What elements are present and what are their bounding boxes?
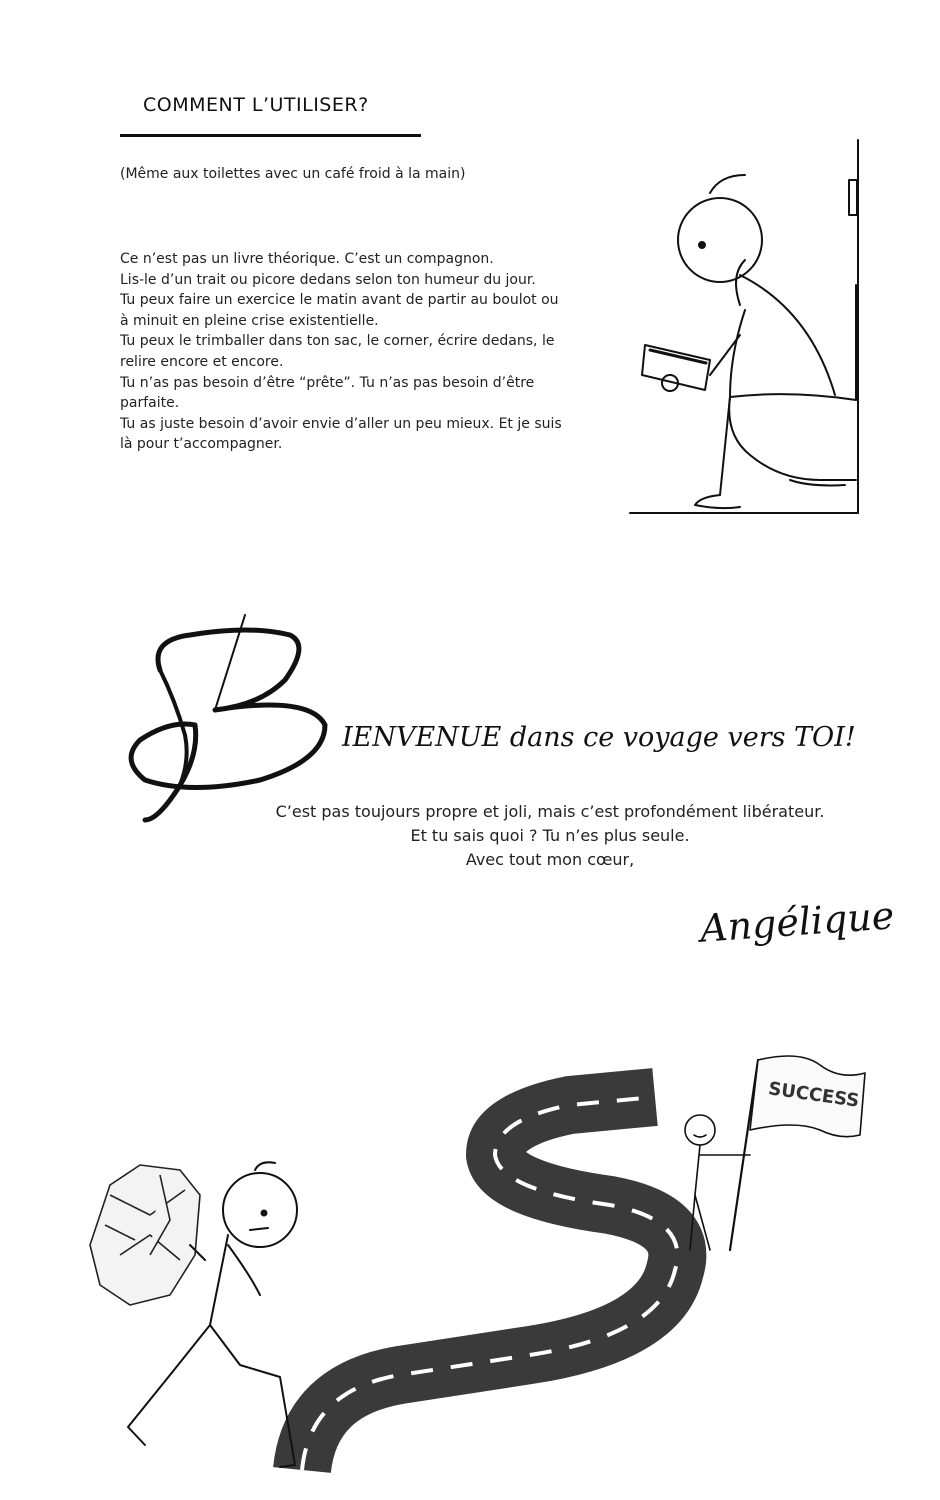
intro-line: Tu n’as pas besoin d’être “prête”. Tu n’as pas besoin d’être parfaite. [120,374,535,412]
welcome-line: Avec tout mon cœur, [465,850,635,869]
toilet-reading-illustration [620,135,870,520]
intro-text [120,249,570,455]
section-subtitle: (Même aux toilettes avec un café froid à la main) [120,166,466,182]
road-icon [302,1097,677,1470]
intro-line: Tu peux faire un exercice le matin avant de partir au boulot ou à minuit en pleine crise existentielle. [120,292,559,329]
welcome-line: C’est pas toujours propre et joli, mais c’est profondément libérateur. [275,802,825,821]
journey-illustration [50,1045,880,1490]
intro-line: Lis-le d’un trait ou picore dedans selon ton humeur du jour. [120,271,536,288]
flag-text: SUCCESS [767,1078,861,1112]
title-underline [120,134,421,137]
intro-line: Tu peux le trimballer dans ton sac, le corner, écrire dedans, le relire encore et encore. [120,333,555,370]
welcome-heading: IENVENUE dans ce voyage vers TOI! [342,722,856,753]
monogram-b-icon [120,610,340,830]
intro-line: Tu as juste besoin d’avoir envie d’aller un peu mieux. Et je suis là pour t’accompagner. [120,415,562,453]
intro-line: Ce n’est pas un livre théorique. C’est un compagnon. [120,251,494,267]
welcome-line: Et tu sais quoi ? Tu n’es plus seule. [410,826,690,845]
section-title: COMMENT L’UTILISER? [143,94,369,116]
welcome-message [250,800,850,872]
signature: Angélique [698,893,896,951]
